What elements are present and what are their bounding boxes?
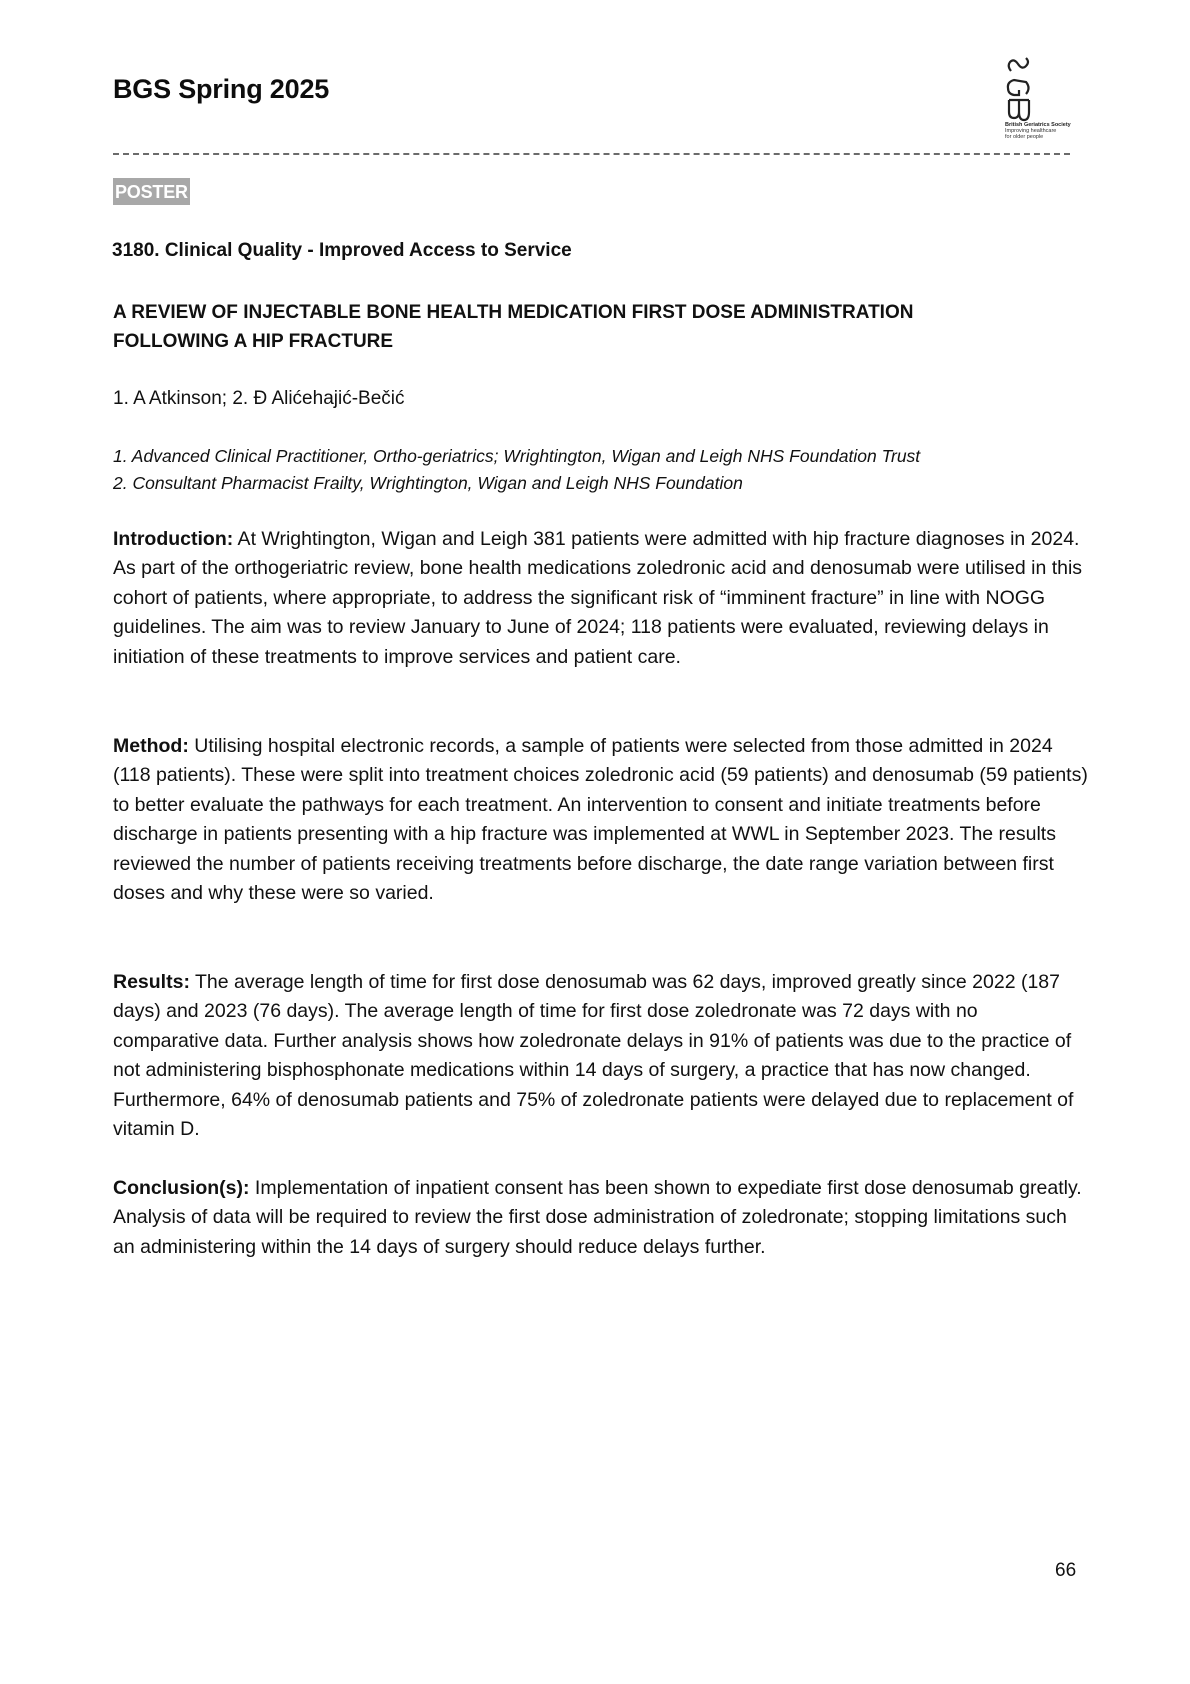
poster-badge: POSTER — [113, 178, 190, 205]
abstract-title-line-1: A REVIEW OF INJECTABLE BONE HEALTH MEDICATION FIRST DOSE ADMINISTRATION — [113, 302, 914, 323]
abstract-title-line-2: FOLLOWING A HIP FRACTURE — [113, 331, 394, 352]
affiliation-2: 2. Consultant Pharmacist Frailty, Wrightington, Wigan and Leigh NHS Foundation — [113, 473, 743, 493]
introduction-label: Introduction: — [113, 528, 234, 550]
results-text: The average length of time for first dose denosumab was 62 days, improved greatly since 2022 (187 days) and 2023 (76 days). The average length of time for first dose zoledronate was 72 days with no comparative data. Further analysis shows how zoledronate delays in 91% of patients was due to the practice of not administering bisphosphonate medications within 14 days of surgery, a practice that has now changed. Furthermore, 64% of denosumab patients and 75% of zoledronate patients were delayed due to replacement of vitamin D. — [113, 971, 1074, 1141]
method-text: Utilising hospital electronic records, a sample of patients were selected from those admitted in 2024 (118 patients). These were split into treatment choices zoledronic acid (59 patients) and denosumab (59 patients) to better evaluate the pathways for each treatment. An intervention to consent and initiate treatments before discharge in patients presenting with a hip fracture was implemented at WWL in September 2023. The results reviewed the number of patients receiving treatments before discharge, the date range variation between first doses and why these were so varied. — [113, 735, 1088, 905]
method-label: Method: — [113, 735, 189, 757]
bgs-logo — [1002, 50, 1092, 140]
affiliation-1: 1. Advanced Clinical Practitioner, Ortho-geriatrics; Wrightington, Wigan and Leigh NHS Foundation Trust — [113, 446, 921, 466]
logo-line-2: Improving healthcare — [1005, 128, 1057, 135]
results-label: Results: — [113, 971, 190, 993]
authors-line: 1. A Atkinson; 2. Đ Alićehajić-Bečić — [113, 388, 405, 409]
conference-title: BGS Spring 2025 — [113, 74, 330, 104]
conclusion-text: Implementation of inpatient consent has been shown to expediate first dose denosumab greatly. Analysis of data will be required to review the first dose administration of zoledronate; stopping limitations such an administering within the 14 days of surgery should reduce delays further. — [113, 1177, 1082, 1258]
abstract-id-heading: 3180. Clinical Quality - Improved Access to Service — [112, 240, 572, 261]
bgs-logo-icon — [1004, 52, 1034, 122]
logo-caption — [1005, 122, 1071, 141]
section-introduction — [113, 525, 1088, 672]
section-method — [113, 732, 1088, 908]
logo-line-3: for older people — [1005, 134, 1044, 141]
section-results — [113, 968, 1088, 1144]
logo-line-1: British Geriatrics Society — [1005, 122, 1071, 128]
header-separator — [113, 153, 1070, 155]
section-conclusion — [113, 1174, 1088, 1262]
affiliations — [113, 443, 920, 497]
abstract-title — [113, 298, 1013, 356]
conclusion-label: Conclusion(s): — [113, 1177, 250, 1199]
page-number: 66 — [1055, 1560, 1077, 1581]
introduction-text: At Wrightington, Wigan and Leigh 381 patients were admitted with hip fracture diagnoses in 2024. As part of the orthogeriatric review, bone health medications zoledronic acid and denosumab were utilised in this cohort of patients, where appropriate, to address the significant risk of “imminent fracture” in line with NOGG guidelines. The aim was to review January to June of 2024; 118 patients were evaluated, reviewing delays in initiation of these treatments to improve services and patient care. — [113, 528, 1083, 668]
